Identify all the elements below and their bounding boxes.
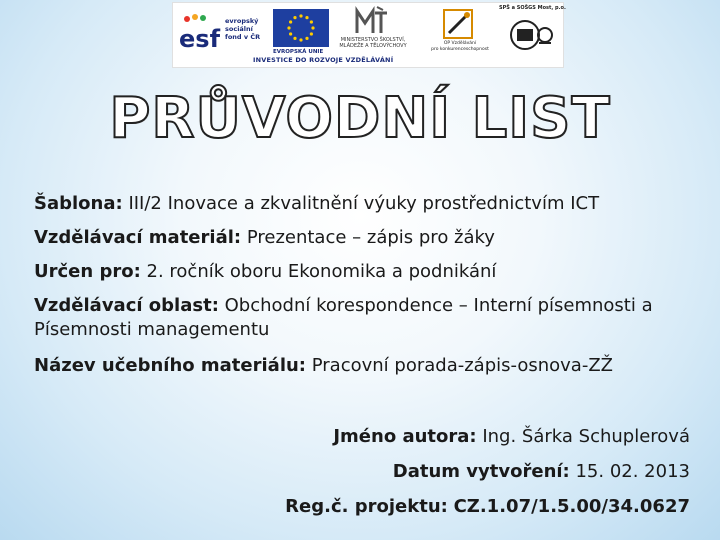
eu-star-icon: [310, 20, 313, 23]
field-label: Jméno autora:: [333, 426, 477, 447]
esf-caption-line: evropský: [225, 17, 259, 25]
eu-star-icon: [305, 37, 308, 40]
field-sablona: [34, 192, 704, 216]
op-caption-line: OP Vzdělávání: [443, 41, 477, 46]
investment-caption: INVESTICE DO ROZVOJE VZDĚLÁVÁNÍ: [253, 56, 394, 64]
field-value: CZ.1.07/1.5.00/34.0627: [453, 496, 690, 517]
field-value: III/2 Inovace a zkvalitnění výuky prostřednictvím ICT: [128, 193, 600, 214]
field-value: 15. 02. 2013: [575, 461, 690, 482]
field-nazev: [34, 354, 704, 378]
msmt-logo: [353, 5, 393, 37]
msmt-caption: [333, 37, 413, 49]
op-vk-logo: [441, 7, 475, 41]
field-material: [34, 226, 704, 250]
field-projekt: [0, 495, 690, 519]
eu-star-icon: [311, 26, 314, 29]
field-label: Vzdělávací materiál:: [34, 227, 242, 248]
eu-star-icon: [299, 14, 302, 17]
field-value: Obchodní korespondence – Interní písemnosti a Písemnosti managementu: [34, 295, 653, 340]
eu-star-icon: [299, 38, 302, 41]
school-logo: [503, 13, 555, 53]
sponsor-logo-strip: [172, 2, 564, 68]
esf-logo: [177, 9, 223, 53]
field-label: Šablona:: [34, 193, 123, 214]
eu-star-icon: [293, 37, 296, 40]
field-label: Název učebního materiálu:: [34, 355, 306, 376]
esf-caption-line: sociální: [225, 25, 253, 33]
eu-star-icon: [289, 32, 292, 35]
msmt-caption-line: MINISTERSTVO ŠKOLSTVÍ,: [340, 37, 406, 43]
eu-star-icon: [289, 20, 292, 23]
field-urceno: [34, 260, 704, 284]
field-autor: [0, 425, 690, 449]
field-label: Určen pro:: [34, 261, 141, 282]
eu-star-icon: [310, 32, 313, 35]
msmt-caption-line: MLÁDEŽE A TĚLOVÝCHOVY: [339, 43, 407, 49]
field-value: Ing. Šárka Schuplerová: [482, 426, 690, 447]
field-label: Vzdělávací oblast:: [34, 295, 219, 316]
field-value: Prezentace – zápis pro žáky: [246, 227, 495, 248]
eu-star-icon: [287, 26, 290, 29]
eu-caption: EVROPSKÁ UNIE: [273, 49, 324, 55]
esf-caption: [225, 17, 260, 41]
op-caption-line: pro konkurenceschopnost: [431, 46, 489, 52]
field-value: 2. ročník oboru Ekonomika a podnikání: [146, 261, 497, 282]
field-oblast: [34, 294, 696, 342]
eu-star-icon: [305, 16, 308, 19]
field-label: Reg.č. projektu:: [285, 496, 448, 517]
field-datum: [0, 460, 690, 484]
op-caption: [429, 41, 491, 52]
eu-flag-logo: [273, 9, 329, 47]
eu-star-icon: [293, 16, 296, 19]
page-title: PRŮVODNÍ LIST: [109, 86, 611, 151]
esf-caption-line: fond v ČR: [225, 33, 261, 41]
field-value: Pracovní porada-zápis-osnova-ZŽ: [311, 355, 613, 376]
esf-letters: esf: [179, 25, 221, 53]
sps-caption: SPŠ a SOŠGS Most, p.o.: [499, 5, 566, 11]
field-label: Datum vytvoření:: [392, 461, 570, 482]
